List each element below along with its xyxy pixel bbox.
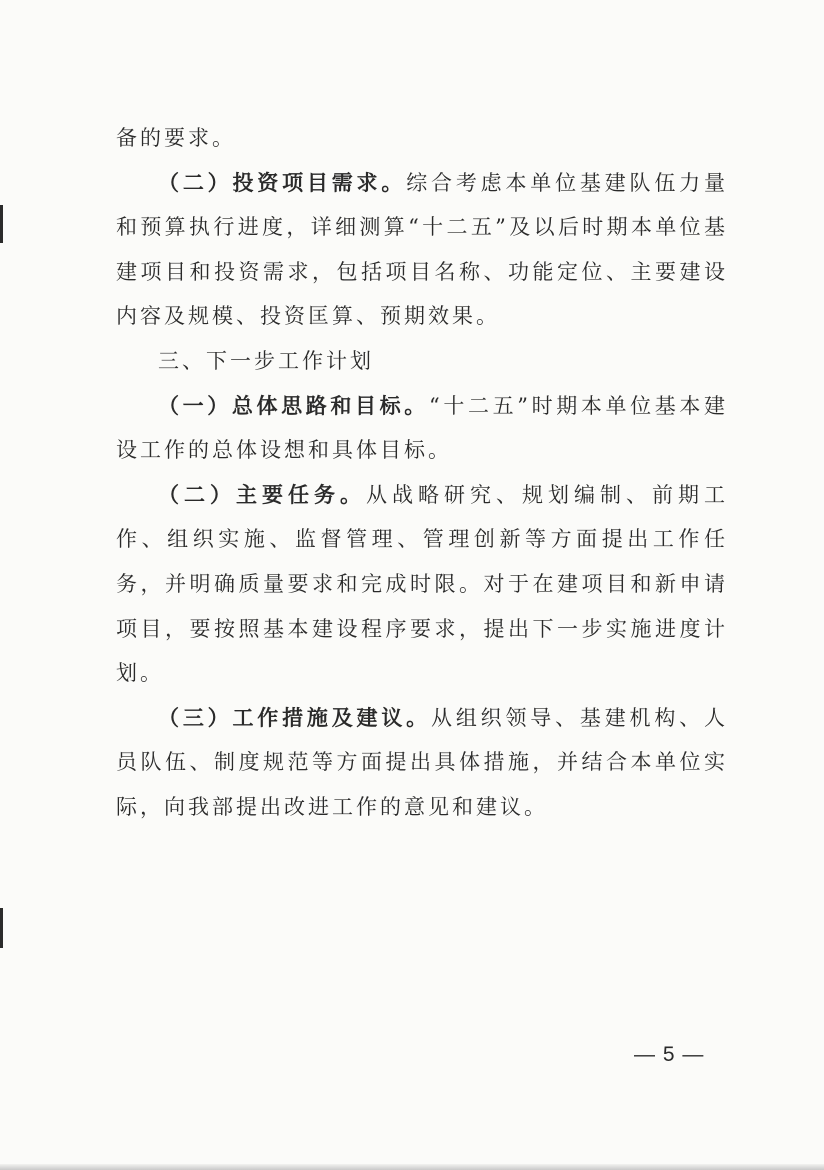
paragraph-lead: （三）工作措施及建议。 [158, 705, 431, 730]
paragraph-text: “十二五”时期本单位基本建设工作的总体设想和具体目标。 [116, 393, 728, 463]
paragraph-lead: （二）投资项目需求。 [158, 170, 407, 195]
scan-edge-mark [0, 205, 3, 243]
paragraph-text: 从战略研究、规划编制、前期工作、组织实施、监督管理、管理创新等方面提出工作任务，并明确质量要求和完成时限。对于在建项目和新申请项目，要按照基本建设程序要求，提出下一步实施进度计划。 [116, 482, 728, 686]
page-number: — 5 — [634, 1043, 705, 1066]
paragraph-text: 从组织领导、基建机构、人员队伍、制度规范等方面提出具体措施，并结合本单位实际，向我部提出改进工作的意见和建议。 [116, 705, 728, 819]
paragraph-lead: （二）主要任务。 [158, 482, 366, 507]
scan-edge-mark [0, 908, 3, 948]
section-heading: 三、下一步工作计划 [158, 348, 374, 373]
paragraph-text: 综合考虑本单位基建队伍力量和预算执行进度，详细测算“十二五”及以后时期本单位基建项目和投资需求，包括项目名称、功能定位、主要建设内容及规模、投资匡算、预期效果。 [116, 170, 729, 329]
paragraph-lead: （一）总体思路和目标。 [158, 393, 429, 418]
paragraph [116, 384, 728, 473]
document-body [116, 116, 728, 830]
paragraph-text: 备的要求。 [116, 126, 236, 150]
paragraph [116, 116, 728, 161]
paragraph [116, 161, 728, 339]
scan-bottom-edge [0, 1164, 824, 1170]
paragraph [116, 473, 728, 696]
paragraph [116, 696, 728, 830]
